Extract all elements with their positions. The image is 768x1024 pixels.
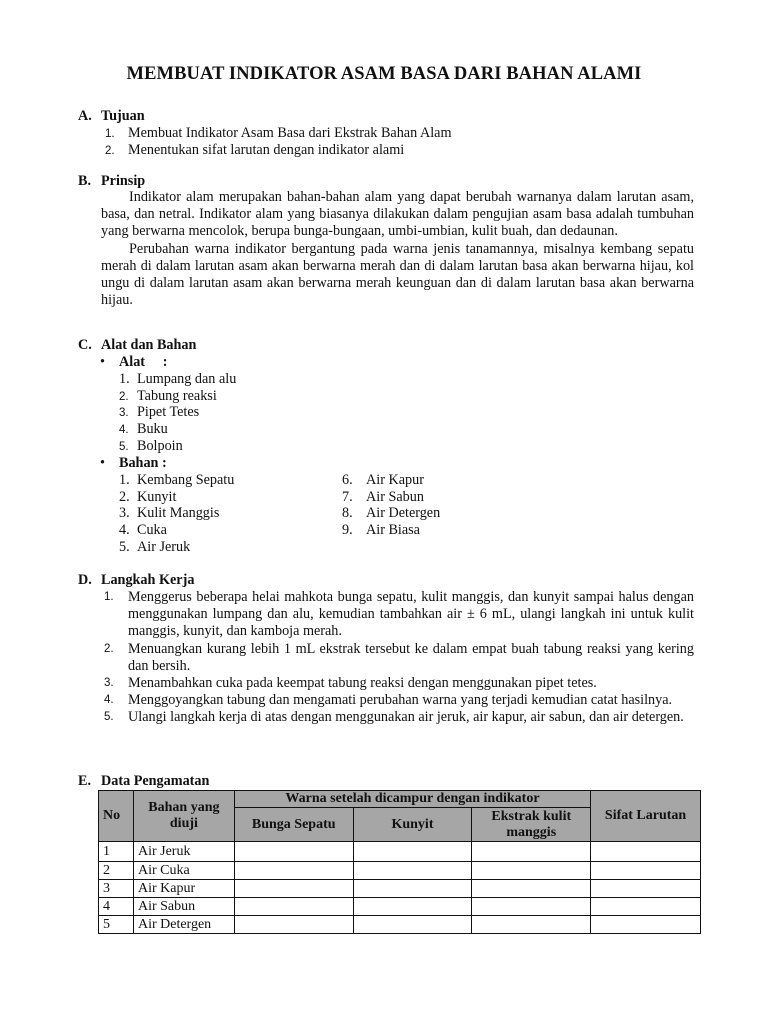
- table-row: [99, 898, 701, 916]
- cell-bunga-sepatu[interactable]: [234, 898, 353, 916]
- cell-sifat[interactable]: [591, 916, 701, 934]
- step-item: 1. Menggerus beberapa helai mahkota bunga sepatu, kulit manggis, dan kunyit sampai halus dengan menggunakan lumpang dan alu, kemudian tambahkan air ± 6 mL, ulangi langkah ini untuk kulit manggis, kunyit, dan kamboja merah.: [104, 589, 694, 640]
- cell-sifat[interactable]: [591, 842, 701, 862]
- step-item: 4. Menggoyangkan tabung dan mengamati perubahan warna yang terjadi kemudian catat hasilnya.: [104, 692, 673, 709]
- cell-no: 3: [99, 880, 134, 898]
- bahan-item: 9. Air Biasa: [342, 522, 420, 538]
- bahan-item: 1. Kembang Sepatu: [119, 472, 235, 488]
- cell-bunga-sepatu[interactable]: [234, 880, 353, 898]
- langkah-kerja-list: [101, 589, 694, 727]
- step-item: 5. Ulangi langkah kerja di atas dengan menggunakan air jeruk, air kapur, air sabun, dan air detergen.: [104, 709, 684, 726]
- cell-no: 2: [99, 862, 134, 880]
- cell-sifat[interactable]: [591, 862, 701, 880]
- prinsip-paragraph-1: Indikator alam merupakan bahan-bahan alam yang dapat berubah warnanya dalam larutan asam, basa, dan netral. Indikator alam yang biasanya dilakukan dalam pengujian asam basa adalah tumbuhan yang berwarna mencolok, berupa bunga-bungaan, umbi-umbian, kulit buah, dan dedaunan.: [101, 189, 694, 240]
- section-a-heading: A. Tujuan: [78, 108, 145, 124]
- document-title: MEMBUAT INDIKATOR ASAM BASA DARI BAHAN ALAMI: [126, 64, 642, 84]
- table-row: [99, 880, 701, 898]
- col-header-bahan: Bahan yang diuji: [133, 791, 234, 842]
- col-header-warna-group: Warna setelah dicampur dengan indikator: [234, 791, 590, 808]
- bahan-item: 7. Air Sabun: [342, 489, 424, 505]
- col-header-bunga-sepatu: Bunga Sepatu: [234, 808, 353, 842]
- section-c-heading: C. Alat dan Bahan: [78, 337, 197, 353]
- cell-manggis[interactable]: [472, 898, 591, 916]
- cell-kunyit[interactable]: [353, 862, 472, 880]
- cell-manggis[interactable]: [472, 842, 591, 862]
- cell-kunyit[interactable]: [353, 842, 472, 862]
- cell-kunyit[interactable]: [353, 880, 472, 898]
- cell-no: 4: [99, 898, 134, 916]
- alat-item: 5. Bolpoin: [119, 438, 183, 454]
- alat-item: 1. Lumpang dan alu: [119, 371, 237, 387]
- tujuan-item: 1. Membuat Indikator Asam Basa dari Ekstrak Bahan Alam: [105, 125, 452, 141]
- cell-bahan: Air Kapur: [133, 880, 234, 898]
- col-header-sifat: Sifat Larutan: [591, 791, 701, 842]
- section-e-heading: E. Data Pengamatan: [78, 773, 210, 789]
- cell-bahan: Air Sabun: [133, 898, 234, 916]
- alat-item: 4. Buku: [119, 421, 168, 437]
- cell-sifat[interactable]: [591, 898, 701, 916]
- cell-bahan: Air Detergen: [133, 916, 234, 934]
- cell-kunyit[interactable]: [353, 898, 472, 916]
- col-header-no: No: [99, 791, 134, 842]
- observation-table: [98, 790, 701, 934]
- cell-manggis[interactable]: [472, 916, 591, 934]
- section-d-heading: D. Langkah Kerja: [78, 572, 195, 588]
- cell-bunga-sepatu[interactable]: [234, 862, 353, 880]
- step-item: 2. Menuangkan kurang lebih 1 mL ekstrak tersebut ke dalam empat buah tabung reaksi yang kering dan bersih.: [104, 640, 694, 674]
- cell-bahan: Air Cuka: [133, 862, 234, 880]
- bahan-heading: • Bahan :: [100, 455, 167, 471]
- bahan-item: 6. Air Kapur: [342, 472, 424, 488]
- bahan-item: 5. Air Jeruk: [119, 539, 191, 555]
- table-row: [99, 842, 701, 862]
- alat-item: 2. Tabung reaksi: [119, 388, 217, 404]
- cell-bunga-sepatu[interactable]: [234, 916, 353, 934]
- table-row: [99, 916, 701, 934]
- cell-manggis[interactable]: [472, 862, 591, 880]
- cell-manggis[interactable]: [472, 880, 591, 898]
- cell-no: 1: [99, 842, 134, 862]
- alat-heading: • Alat :: [100, 354, 168, 370]
- table-row: [99, 862, 701, 880]
- step-item: 3. Menambahkan cuka pada keempat tabung reaksi dengan menggunakan pipet tetes.: [104, 675, 597, 692]
- cell-bahan: Air Jeruk: [133, 842, 234, 862]
- bahan-item: 4. Cuka: [119, 522, 167, 538]
- tujuan-item: 2. Menentukan sifat larutan dengan indikator alami: [105, 142, 405, 158]
- bahan-item: 3. Kulit Manggis: [119, 505, 220, 521]
- prinsip-text: [101, 189, 694, 309]
- cell-bunga-sepatu[interactable]: [234, 842, 353, 862]
- prinsip-paragraph-2: Perubahan warna indikator bergantung pada warna jenis tanamannya, misalnya kembang sepatu merah di dalam larutan asam akan berwarna merah dan di dalam larutan basa akan berwarna hijau, kol ungu di dalam larutan asam akan berwarna merah keunguan dan di dalam larutan basa akan berwarna hijau.: [101, 240, 694, 309]
- section-b-heading: B. Prinsip: [78, 173, 146, 189]
- bahan-item: 8. Air Detergen: [342, 505, 441, 521]
- cell-sifat[interactable]: [591, 880, 701, 898]
- alat-item: 3. Pipet Tetes: [119, 404, 200, 420]
- col-header-manggis: Ekstrak kulit manggis: [472, 808, 591, 842]
- cell-kunyit[interactable]: [353, 916, 472, 934]
- bahan-item: 2. Kunyit: [119, 489, 177, 505]
- col-header-kunyit: Kunyit: [353, 808, 472, 842]
- cell-no: 5: [99, 916, 134, 934]
